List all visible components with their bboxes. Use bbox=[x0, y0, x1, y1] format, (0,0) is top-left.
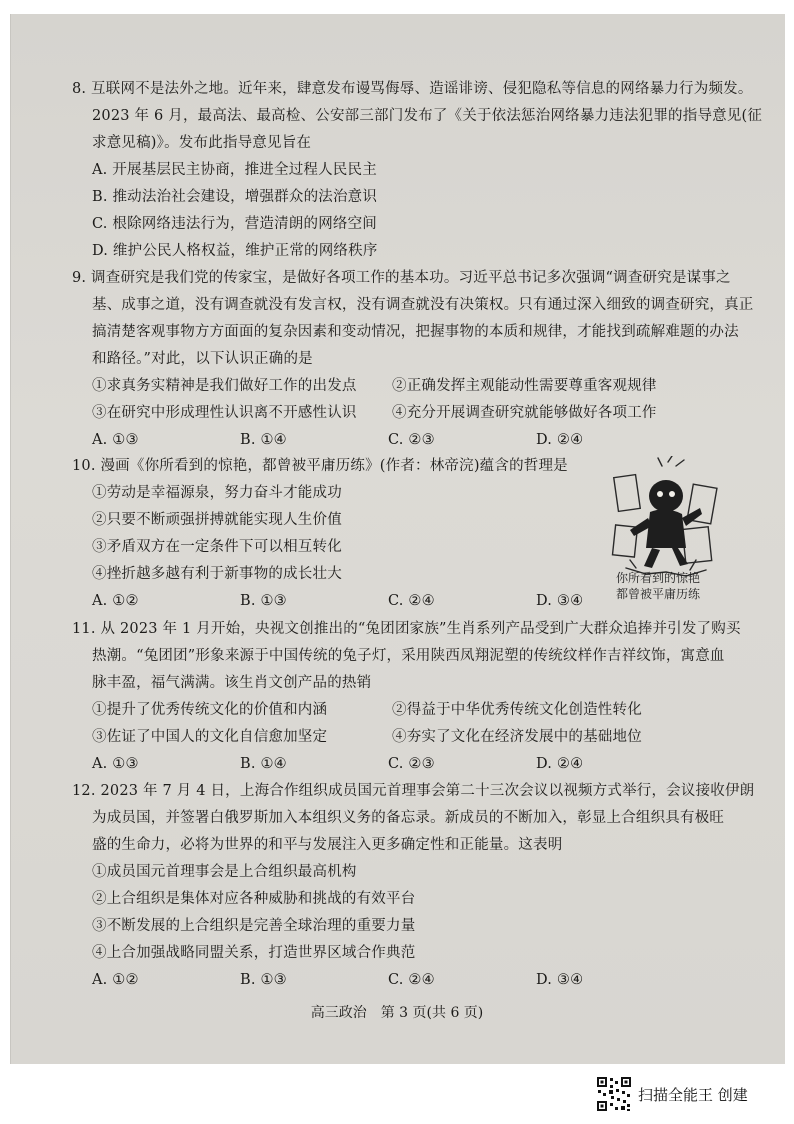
option-b: B. ①④ bbox=[240, 432, 287, 448]
option-d: D. ③④ bbox=[536, 972, 584, 988]
statement-2: ②正确发挥主观能动性需要尊重客观规律 bbox=[392, 378, 657, 394]
cartoon-caption bbox=[616, 570, 700, 602]
statement-1: ①劳动是幸福源泉，努力奋斗才能成功 bbox=[92, 485, 342, 501]
option-a: A. ①③ bbox=[92, 432, 139, 448]
scanner-watermark bbox=[596, 1076, 748, 1112]
question-stem-line: 盛的生命力，必将为世界的和平与发展注入更多确定性和正能量。这表明 bbox=[92, 837, 563, 853]
question-8 bbox=[72, 76, 763, 265]
statement-4: ④挫折越多越有利于新事物的成长壮大 bbox=[92, 566, 342, 582]
option-c: C. ②③ bbox=[388, 432, 435, 448]
option-a: A. 开展基层民主协商，推进全过程人民民主 bbox=[92, 162, 377, 178]
answer-row bbox=[72, 427, 732, 454]
question-9 bbox=[72, 265, 754, 454]
statement-3: ③佐证了中国人的文化自信愈加坚定 bbox=[92, 729, 328, 745]
option-a: A. ①③ bbox=[92, 756, 139, 772]
question-stem-line: 9. 调查研究是我们党的传家宝，是做好各项工作的基本功。习近平总书记多次强调“调查研究是谋事之 bbox=[72, 270, 731, 286]
option-c: C. ②④ bbox=[388, 593, 435, 609]
option-a: A. ①② bbox=[92, 593, 139, 609]
statement-row bbox=[72, 400, 732, 427]
statement-1: ①成员国元首理事会是上合组织最高机构 bbox=[92, 864, 357, 880]
question-stem-line: 10. 漫画《你所看到的惊艳，都曾被平庸历练》(作者：林帝浣)蕴含的哲理是 bbox=[72, 458, 568, 474]
option-b: B. ①④ bbox=[240, 756, 287, 772]
question-12 bbox=[72, 778, 755, 994]
option-b: B. 推动法治社会建设，增强群众的法治意识 bbox=[92, 189, 378, 205]
question-stem-line: 12. 2023 年 7 月 4 日，上海合作组织成员国元首理事会第二十三次会议以视频方式举行，会议接收伊朗 bbox=[72, 783, 755, 799]
option-a: A. ①② bbox=[92, 972, 139, 988]
statement-1: ①求真务实精神是我们做好工作的出发点 bbox=[92, 378, 357, 394]
question-stem-line: 热潮。“兔团团”形象来源于中国传统的兔子灯，采用陕西凤翔泥塑的传统纹样作吉祥纹饰，寓意血 bbox=[92, 648, 725, 664]
page-footer: 高三政治 第 3 页(共 6 页) bbox=[310, 1005, 484, 1021]
scanner-brand-text: 扫描全能王 创建 bbox=[638, 1085, 748, 1104]
question-stem-line: 和路径。”对此，以下认识正确的是 bbox=[92, 351, 313, 367]
question-stem-line: 脉丰盈，福气满满。该生肖文创产品的热销 bbox=[92, 675, 372, 691]
statement-row bbox=[72, 724, 732, 751]
answer-row bbox=[72, 967, 732, 994]
question-11 bbox=[72, 616, 741, 778]
statement-1: ①提升了优秀传统文化的价值和内涵 bbox=[92, 702, 328, 718]
option-c: C. ②③ bbox=[388, 756, 435, 772]
statement-3: ③不断发展的上合组织是完善全球治理的重要力量 bbox=[92, 918, 416, 934]
question-stem-line: 基、成事之道，没有调查就没有发言权，没有调查就没有决策权。只有通过深入细致的调查研究，真正 bbox=[92, 297, 754, 313]
option-d: D. ②④ bbox=[536, 432, 584, 448]
cartoon-caption-line: 你所看到的惊艳 bbox=[616, 571, 701, 585]
option-c: C. 根除网络违法行为，营造清朗的网络空间 bbox=[92, 216, 377, 232]
question-stem-line: 8. 互联网不是法外之地。近年来，肆意发布谩骂侮辱、造谣诽谤、侵犯隐私等信息的网络暴力行为频发。 bbox=[72, 81, 753, 97]
question-stem-line: 2023 年 6 月，最高法、最高检、公安部三部门发布了《关于依法惩治网络暴力违法犯罪的指导意见(征 bbox=[92, 108, 763, 124]
statement-3: ③矛盾双方在一定条件下可以相互转化 bbox=[92, 539, 342, 555]
statement-2: ②得益于中华优秀传统文化创造性转化 bbox=[392, 702, 642, 718]
statement-4: ④夯实了文化在经济发展中的基础地位 bbox=[392, 729, 642, 745]
question-stem-line: 11. 从 2023 年 1 月开始，央视文创推出的“兔团团家族”生肖系列产品受到广大群众追捧并引发了购买 bbox=[72, 621, 741, 637]
option-d: D. ②④ bbox=[536, 756, 584, 772]
statement-2: ②只要不断顽强拼搏就能实现人生价值 bbox=[92, 512, 342, 528]
question-stem-line: 求意见稿)》。发布此指导意见旨在 bbox=[92, 135, 312, 151]
cartoon-caption-line: 都曾被平庸历练 bbox=[616, 587, 701, 601]
statement-2: ②上合组织是集体对应各种威胁和挑战的有效平台 bbox=[92, 891, 416, 907]
option-c: C. ②④ bbox=[388, 972, 435, 988]
statement-3: ③在研究中形成理性认识离不开感性认识 bbox=[92, 405, 357, 421]
option-d: D. ③④ bbox=[536, 593, 584, 609]
question-stem-line: 搞清楚客观事物方方面面的复杂因素和变动情况，把握事物的本质和规律，才能找到疏解难题的办法 bbox=[92, 324, 739, 340]
option-d: D. 维护公民人格权益，维护正常的网络秩序 bbox=[92, 243, 378, 259]
question-stem-line: 为成员国，并签署白俄罗斯加入本组织义务的备忘录。新成员的不断加入，彰显上合组织具有极旺 bbox=[92, 810, 725, 826]
answer-row bbox=[72, 751, 732, 778]
option-b: B. ①③ bbox=[240, 593, 287, 609]
statement-4: ④上合加强战略同盟关系，打造世界区域合作典范 bbox=[92, 945, 416, 961]
option-b: B. ①③ bbox=[240, 972, 287, 988]
qr-code-icon bbox=[596, 1076, 632, 1112]
statement-4: ④充分开展调查研究就能够做好各项工作 bbox=[392, 405, 657, 421]
statement-row bbox=[72, 697, 732, 724]
statement-row bbox=[72, 373, 732, 400]
